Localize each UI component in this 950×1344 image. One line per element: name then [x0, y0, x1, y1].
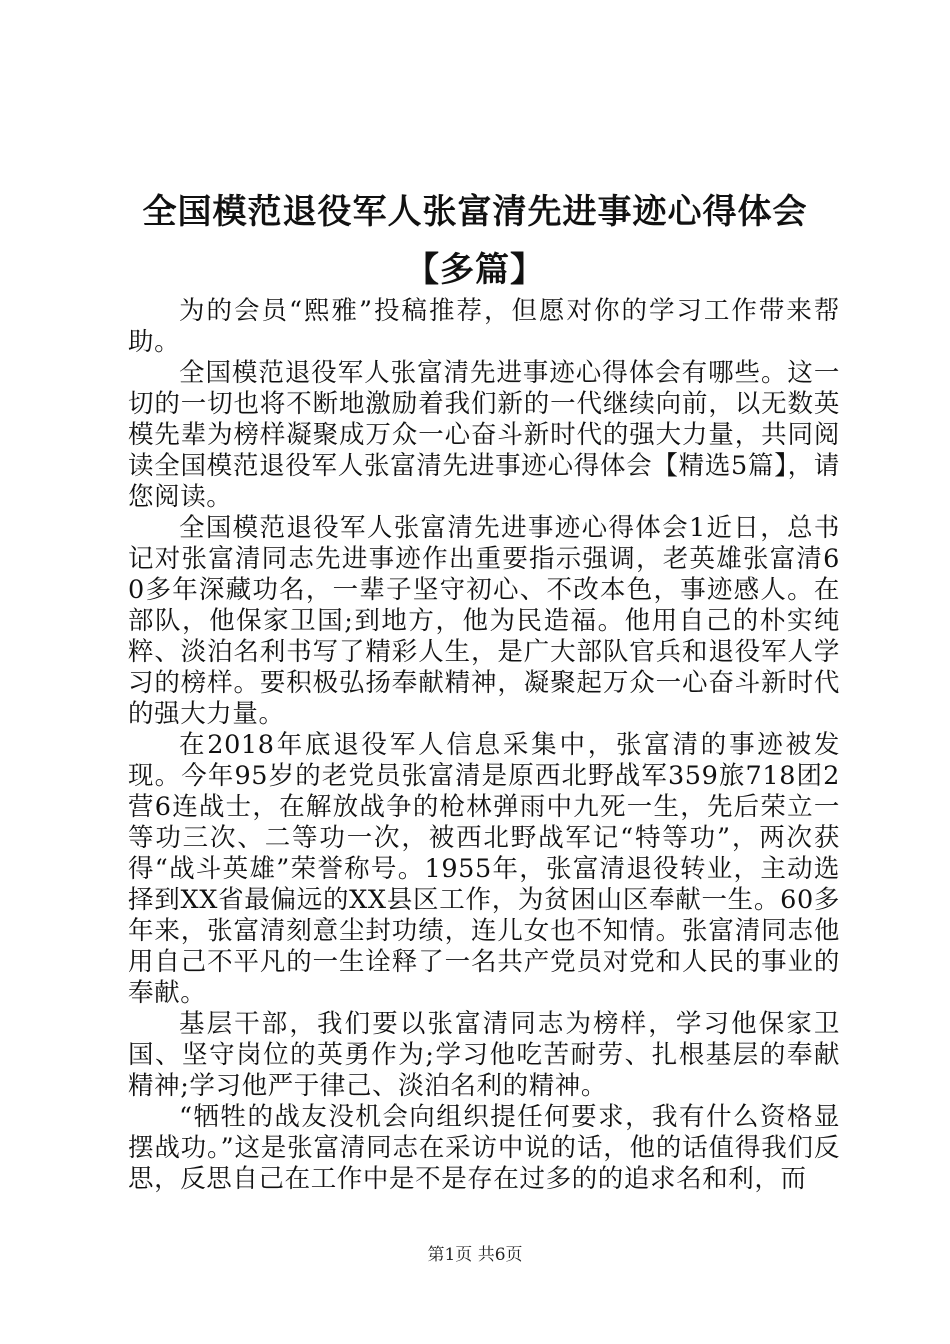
paragraph: “牺牲的战友没机会向组织提任何要求，我有什么资格显摆战功。”这是张富清同志在采访中说的话，他的话值得我们反思，反思自己在工作中是不是存在过多的的追求名和利，而 — [128, 1102, 840, 1194]
paragraph: 全国模范退役军人张富清先进事迹心得体会有哪些。这一切的一切也将不断地激励着我们新的一代继续向前，以无数英模先辈为榜样凝聚成万众一心奋斗新时代的强大力量，共同阅读全国模范退役军人张富清先进事迹心得体会【精选5篇】，请您阅读。 — [128, 358, 840, 512]
document-body — [128, 296, 840, 1195]
document-title-suffix: 【多篇】 — [405, 250, 545, 290]
paragraph: 为的会员“熙雅”投稿推荐，但愿对你的学习工作带来帮助。 — [128, 296, 840, 357]
document-title: 全国模范退役军人张富清先进事迹心得体会 — [142, 192, 808, 232]
paragraph: 基层干部，我们要以张富清同志为榜样，学习他保家卫国、坚守岗位的英勇作为;学习他吃苦耐劳、扎根基层的奉献精神;学习他严于律己、淡泊名利的精神。 — [128, 1009, 840, 1101]
paragraph: 在2018年底退役军人信息采集中，张富清的事迹被发现。今年95岁的老党员张富清是原西北野战军359旅718团2营6连战士，在解放战争的枪林弹雨中九死一生，先后荣立一等功三次、二等功一次，被西北野战军记“特等功”，两次获得“战斗英雄”荣誉称号。1955年，张富清退役转业，主动选择到XX省最偏远的XX县区工作，为贫困山区奉献一生。60多年来，张富清刻意尘封功绩，连儿女也不知情。张富清同志他用自己不平凡的一生诠释了一名共产党员对党和人民的事业的奉献。 — [128, 730, 840, 1008]
paragraph: 全国模范退役军人张富清先进事迹心得体会1近日，总书记对张富清同志先进事迹作出重要指示强调，老英雄张富清60多年深藏功名，一辈子坚守初心、不改本色，事迹感人。在部队，他保家卫国;到地方，他为民造福。他用自己的朴实纯粹、淡泊名利书写了精彩人生，是广大部队官兵和退役军人学习的榜样。要积极弘扬奉献精神，凝聚起万众一心奋斗新时代的强大力量。 — [128, 513, 840, 729]
page-number-footer: 第1页 共6页 — [427, 1245, 523, 1265]
